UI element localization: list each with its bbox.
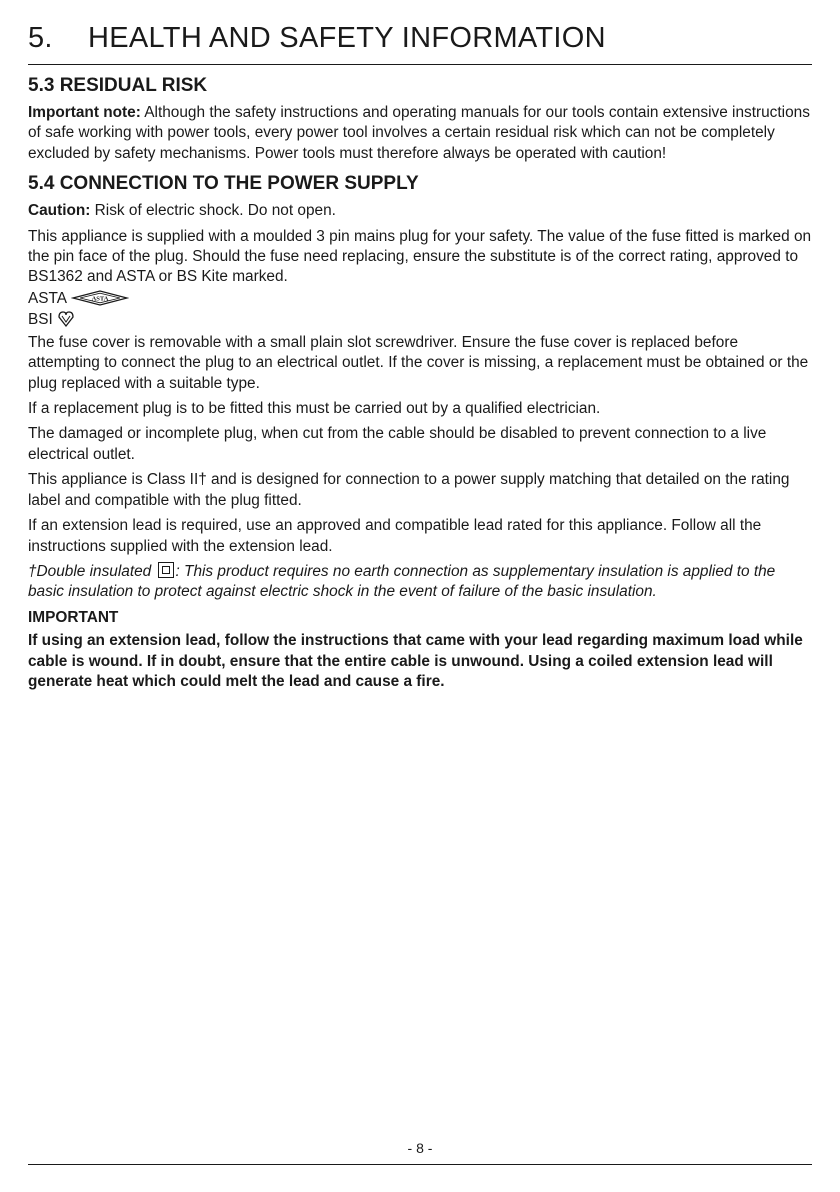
fuse-cover-paragraph: The fuse cover is removable with a small plain slot screwdriver. Ensure the fuse cover is replaced before attempting to connect the plug to an electrical outlet. If the cover is missing, a replacement must be obtained or the plug replaced with a suitable type. [28, 333, 809, 392]
section-number: 5. [28, 22, 53, 54]
replacement-plug-paragraph: If a replacement plug is to be fitted this must be carried out by a qualified electrician. [28, 400, 601, 418]
footer-divider [28, 1164, 812, 1165]
residual-risk-note [28, 103, 812, 164]
plug-paragraph: This appliance is supplied with a moulded 3 pin mains plug for your safety. The value of the fuse fitted is marked on the pin face of the plug. Should the fuse need replacing, ensure the substitute is of the correct rating, approved to BS1362 and ASTA or BS Kite marked. [28, 227, 812, 286]
caution-label: Caution: [28, 202, 91, 220]
asta-mark-icon [71, 290, 129, 306]
bsi-line [28, 309, 812, 330]
double-insulated-text: : This product requires no earth connection as supplementary insulation is applied to the basic insulation to protect against electric shock in the event of failure of the basic insulation. [28, 562, 776, 601]
damaged-plug-paragraph: The damaged or incomplete plug, when cut from the cable should be disabled to prevent connection to a live electrical outlet. [28, 425, 767, 463]
asta-label: ASTA [28, 289, 68, 307]
important-note-text: Although the safety instructions and operating manuals for our tools contain extensive instructions of safe working with power tools, every power tool involves a certain residual risk which can not be completely excluded by safety mechanisms. Power tools must therefore always be operated with caution! [28, 104, 810, 162]
class-ii-paragraph: This appliance is Class II† and is designed for connection to a power supply matching that detailed on the rating label and compatible with the plug fitted. [28, 471, 790, 509]
section-title: HEALTH AND SAFETY INFORMATION [88, 22, 606, 54]
double-insulated-paragraph [28, 562, 812, 603]
asta-mark-text: ASTA [91, 295, 109, 303]
important-warning: If using an extension lead, follow the instructions that came with your lead regarding maximum load while cable is wound. If in doubt, ensure that the entire cable is unwound. Using a coiled extension lead will generate heat which could melt the lead and cause a fire. [28, 632, 803, 690]
double-insulated-icon [158, 562, 174, 578]
important-heading: IMPORTANT [28, 608, 119, 626]
residual-risk-heading: 5.3 RESIDUAL RISK [28, 75, 208, 96]
power-supply-heading: 5.4 CONNECTION TO THE POWER SUPPLY [28, 173, 419, 195]
double-insulated-prefix: †Double insulated [28, 562, 156, 580]
caution-text: Risk of electric shock. Do not open. [90, 202, 336, 220]
asta-line [28, 288, 812, 309]
extension-lead-paragraph: If an extension lead is required, use an approved and compatible lead rated for this appliance. Follow all the instructions supplied with the extension lead. [28, 517, 762, 555]
bsi-label: BSI [28, 310, 53, 328]
page-number: - 8 - [407, 1140, 433, 1156]
bsi-kitemark-icon [57, 310, 75, 328]
page-content [28, 73, 812, 692]
page-title [28, 22, 606, 55]
important-note-label: Important note: [28, 104, 141, 121]
caution-paragraph [28, 201, 812, 221]
title-divider [28, 64, 812, 65]
